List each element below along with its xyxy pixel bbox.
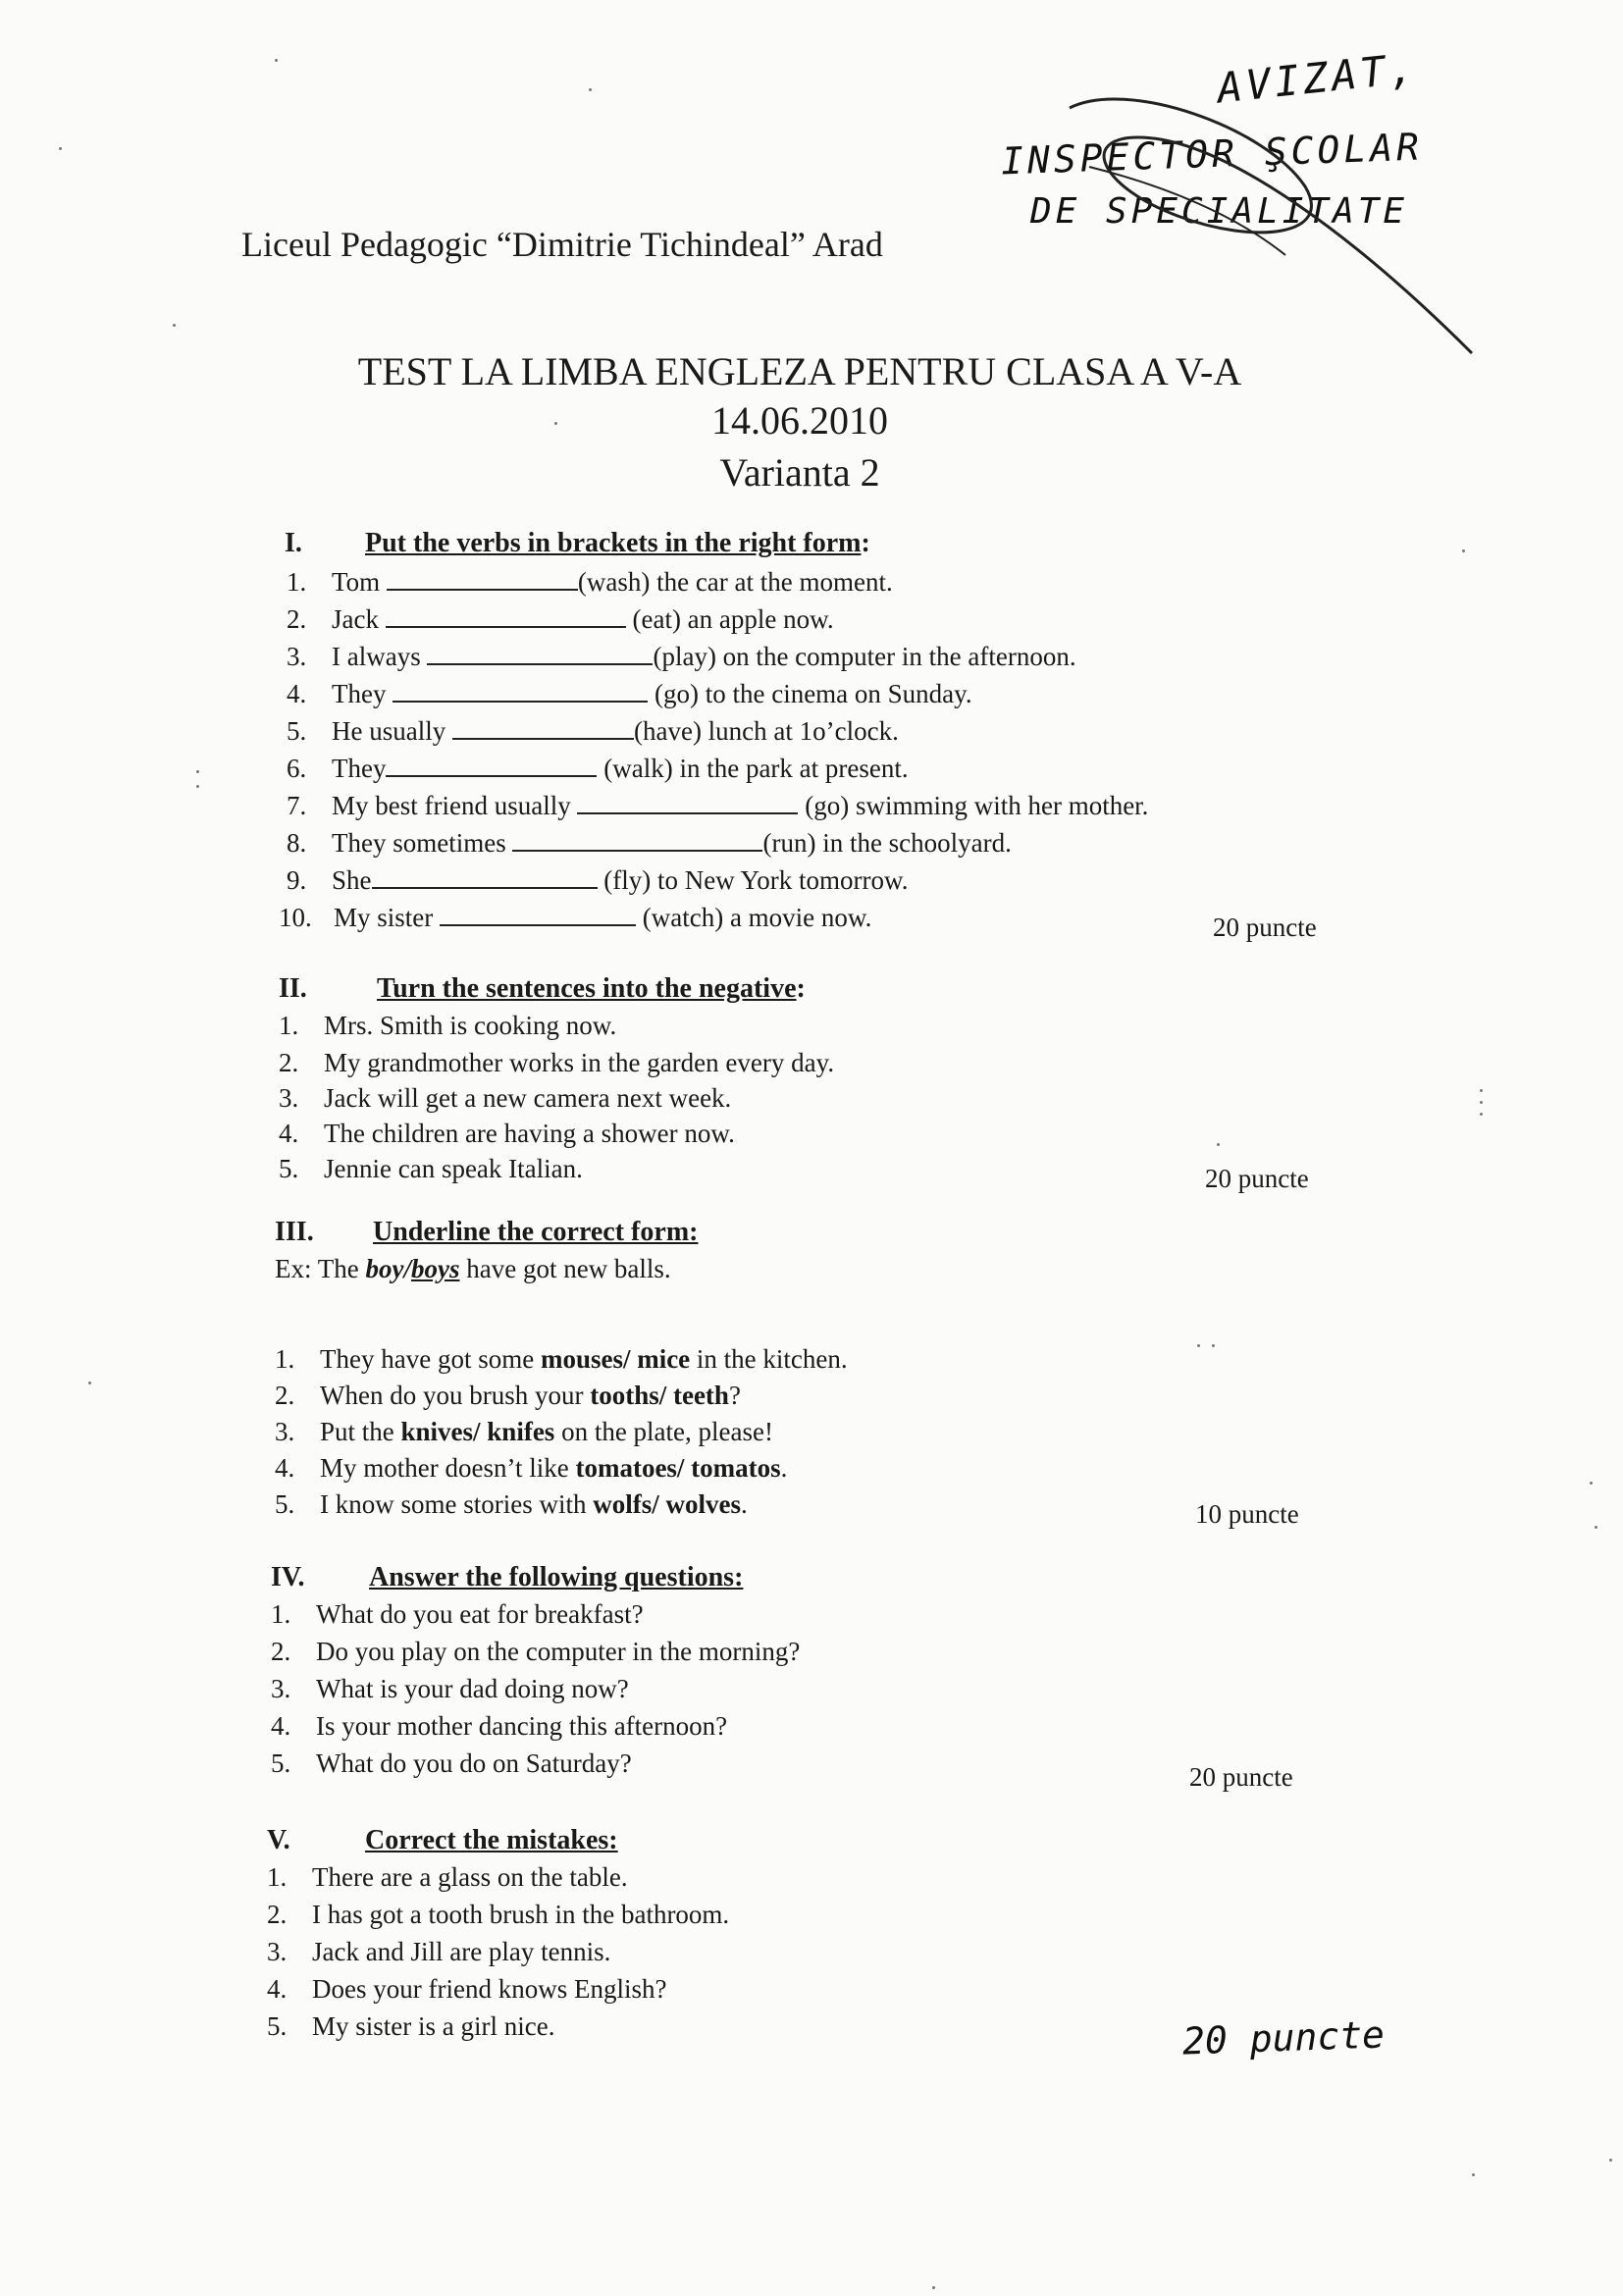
item-text: She [332, 865, 372, 895]
section-1-title-colon: : [861, 528, 870, 558]
item-number: 4. [267, 1974, 288, 2004]
item-number: 1. [267, 1862, 288, 1892]
list-item [279, 903, 871, 933]
choice-options[interactable]: wolfs/ wolves [593, 1489, 741, 1519]
item-number: 3. [275, 1417, 295, 1446]
item-number: 4. [271, 1711, 291, 1741]
item-text: Jennie can speak Italian. [324, 1154, 583, 1183]
section-4-heading [271, 1562, 743, 1593]
section-4-title: Answer the following questions: [369, 1562, 744, 1592]
item-text: on the plate, please! [554, 1417, 773, 1446]
choice-options[interactable]: tooths/ teeth [590, 1381, 729, 1410]
item-number: 4. [287, 679, 307, 708]
section-1-heading [285, 528, 870, 559]
list-item [267, 1862, 628, 1893]
list-item [271, 1748, 632, 1779]
item-text: Jack [332, 604, 379, 634]
answer-blank[interactable] [440, 903, 636, 926]
list-item [287, 716, 899, 747]
answer-blank[interactable] [372, 865, 598, 889]
item-text: (wash) the car at the moment. [577, 567, 893, 597]
item-number: 1. [279, 1011, 299, 1040]
item-text: (watch) a movie now. [642, 903, 872, 932]
item-text: Tom [332, 567, 381, 597]
item-text: The children are having a shower now. [324, 1119, 735, 1148]
item-text: My sister is a girl nice. [312, 2011, 555, 2041]
item-text: Do you play on the computer in the morning? [316, 1637, 801, 1666]
school-name: Liceul Pedagogic “Dimitrie Tichindeal” Arad [241, 225, 883, 264]
section-5-number: V. [267, 1825, 290, 1855]
item-text: I know some stories with [320, 1489, 594, 1519]
section-4-points: 20 puncte [1189, 1762, 1293, 1792]
item-text: Mrs. Smith is cooking now. [324, 1011, 617, 1040]
section-3-heading [275, 1217, 698, 1248]
section-3-number: III. [275, 1217, 314, 1247]
item-number: 4. [279, 1119, 299, 1148]
list-item [287, 865, 908, 896]
section-5-points-handwritten: 20 puncte [1181, 2012, 1386, 2063]
item-text: (have) lunch at 1o’clock. [633, 716, 899, 746]
item-text: Put the [320, 1417, 401, 1446]
list-item [287, 679, 972, 709]
section-2-title: Turn the sentences into the negative [377, 973, 797, 1004]
choice-options[interactable]: mouses/ mice [540, 1344, 691, 1374]
stamp-line-2: INSPECTOR ŞCOLAR [1000, 125, 1424, 183]
list-item [287, 604, 834, 635]
item-text: My best friend usually [332, 791, 571, 820]
choice-options[interactable]: tomatoes/ tomatos [575, 1453, 781, 1483]
answer-blank[interactable] [512, 828, 762, 852]
item-text: (fly) to New York tomorrow. [603, 865, 909, 895]
item-number: 2. [279, 1048, 299, 1077]
item-text: . [780, 1453, 788, 1483]
item-text: Jack will get a new camera next week. [324, 1083, 732, 1113]
item-text: They have got some [320, 1344, 541, 1374]
item-text: (play) on the computer in the afternoon. [653, 642, 1076, 671]
list-item [267, 2011, 554, 2042]
item-number: 5. [271, 1748, 291, 1778]
list-item [271, 1599, 644, 1630]
section-1-points: 20 puncte [1213, 913, 1317, 942]
list-item [287, 754, 909, 784]
list-item [275, 1381, 741, 1411]
list-item [279, 1083, 731, 1114]
item-text: What do you do on Saturday? [316, 1748, 632, 1778]
item-text: (go) to the cinema on Sunday. [654, 679, 972, 708]
example-text: have got new balls. [459, 1254, 671, 1283]
section-2-number: II. [279, 973, 307, 1004]
item-number: 3. [271, 1674, 291, 1703]
item-number: 5. [275, 1489, 295, 1519]
list-item [275, 1344, 848, 1375]
list-item [287, 567, 893, 598]
section-5-heading [267, 1825, 618, 1856]
section-2-heading [279, 973, 806, 1005]
item-number: 1. [275, 1344, 295, 1374]
item-text: There are a glass on the table. [312, 1862, 628, 1892]
item-number: 1. [271, 1599, 291, 1629]
list-item [279, 1011, 616, 1041]
item-text: They [332, 754, 387, 783]
item-number: 5. [267, 2011, 288, 2041]
item-number: 8. [287, 828, 307, 858]
list-item [267, 1900, 729, 1930]
item-number: 6. [287, 754, 307, 783]
item-number: 3. [287, 642, 307, 671]
stamp-line-3: DE SPECIALITATE [1030, 191, 1409, 232]
choice-options[interactable]: knives/ knifes [400, 1417, 555, 1446]
item-number: 10. [279, 903, 312, 932]
item-text: Jack and Jill are play tennis. [312, 1937, 611, 1966]
test-variant: Varianta 2 [719, 450, 880, 495]
item-number: 2. [275, 1381, 295, 1410]
example-line [275, 1254, 671, 1284]
list-item [267, 1937, 610, 1967]
test-title: TEST LA LIMBA ENGLEZA PENTRU CLASA A V-A [357, 349, 1242, 393]
list-item [271, 1637, 800, 1667]
section-3-points: 10 puncte [1195, 1499, 1299, 1529]
item-text: Does your friend knows English? [312, 1974, 667, 2004]
item-number: 7. [287, 791, 307, 820]
test-date: 14.06.2010 [711, 398, 888, 443]
item-number: 1. [287, 567, 307, 597]
item-text: What is your dad doing now? [316, 1674, 629, 1703]
list-item [287, 642, 1076, 672]
list-item [275, 1453, 787, 1484]
item-number: 3. [267, 1937, 288, 1966]
item-text: What do you eat for breakfast? [316, 1599, 644, 1629]
item-text: I always [332, 642, 421, 671]
signature-scribble [1011, 69, 1501, 363]
stamp-line-1: AVIZAT, [1215, 43, 1421, 113]
item-number: 5. [279, 1154, 299, 1183]
section-2-points: 20 puncte [1205, 1164, 1309, 1193]
item-text: . [740, 1489, 748, 1519]
list-item [271, 1674, 629, 1704]
item-number: 2. [271, 1637, 291, 1666]
item-number: 9. [287, 865, 307, 895]
answer-blank[interactable] [386, 604, 626, 628]
item-text: They [332, 679, 387, 708]
answer-blank[interactable] [386, 754, 597, 777]
item-number: 2. [287, 604, 307, 634]
answer-blank[interactable] [393, 679, 648, 703]
item-text: Is your mother dancing this afternoon? [316, 1711, 728, 1741]
answer-blank[interactable] [387, 567, 578, 591]
item-text: ? [728, 1381, 741, 1410]
list-item [275, 1489, 748, 1520]
item-text: I has got a tooth brush in the bathroom. [312, 1900, 730, 1929]
item-text: When do you brush your [320, 1381, 591, 1410]
list-item [279, 1154, 583, 1184]
list-item [279, 1119, 735, 1149]
item-text: (eat) an apple now. [632, 604, 834, 634]
item-text: (go) swimming with her mother. [805, 791, 1149, 820]
section-3-title: Underline the correct form: [373, 1217, 699, 1247]
item-number: 3. [279, 1083, 299, 1113]
list-item [271, 1711, 727, 1742]
item-text: My sister [334, 903, 434, 932]
list-item [287, 828, 1012, 859]
item-text: My mother doesn’t like [320, 1453, 576, 1483]
section-4-number: IV. [271, 1562, 305, 1592]
item-text: (walk) in the park at present. [603, 754, 909, 783]
item-text: They sometimes [332, 828, 506, 858]
list-item [279, 1048, 834, 1078]
list-item [267, 1974, 666, 2005]
list-item [275, 1417, 773, 1447]
item-text: in the kitchen. [690, 1344, 848, 1374]
answer-blank[interactable] [577, 791, 798, 814]
answer-blank[interactable] [427, 642, 653, 665]
item-text: He usually [332, 716, 446, 746]
item-number: 4. [275, 1453, 295, 1483]
item-number: 5. [287, 716, 307, 746]
answer-blank[interactable] [452, 716, 634, 740]
section-5-title: Correct the mistakes: [365, 1825, 618, 1855]
example-option: boy/ [365, 1254, 411, 1283]
item-number: 2. [267, 1900, 288, 1929]
section-2-title-colon: : [796, 973, 806, 1004]
example-text: Ex: The [275, 1254, 366, 1283]
item-text: (run) in the schoolyard. [762, 828, 1012, 858]
example-option-underlined: boys [410, 1254, 460, 1283]
section-1-number: I. [285, 528, 302, 558]
item-text: My grandmother works in the garden every day. [324, 1048, 835, 1077]
list-item [287, 791, 1148, 821]
section-1-title: Put the verbs in brackets in the right form [365, 528, 862, 558]
